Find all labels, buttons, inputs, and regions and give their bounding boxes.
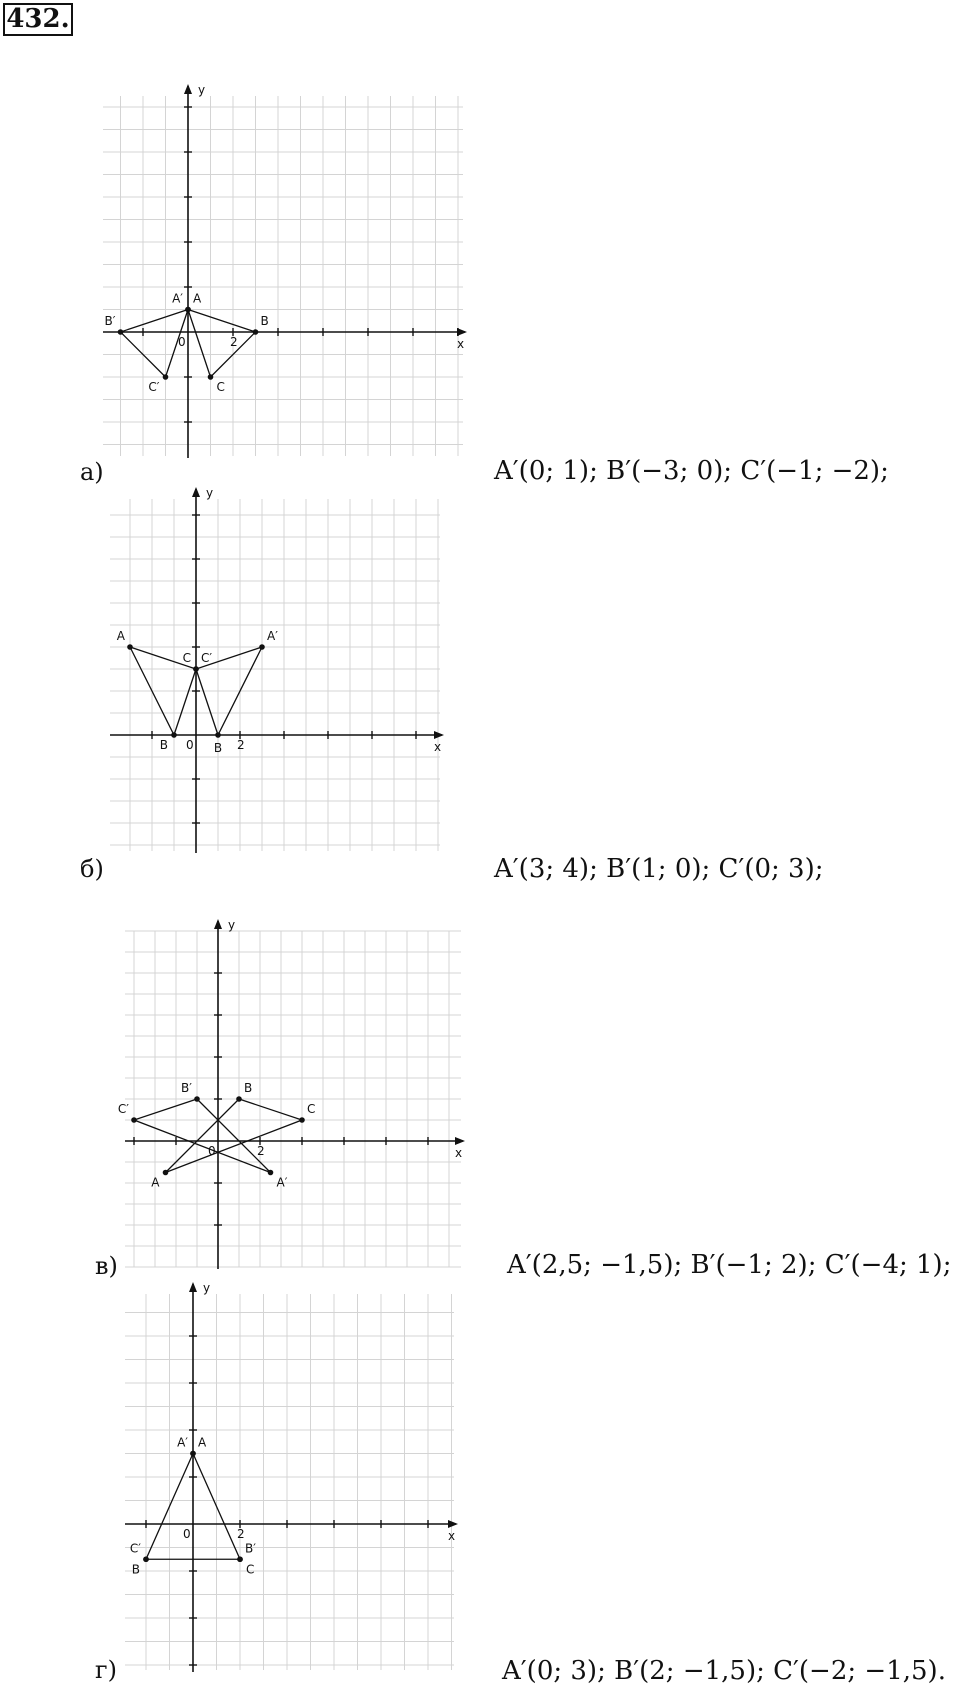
- point-label: B: [213, 741, 223, 755]
- point-marker: [127, 644, 133, 650]
- point-marker: [268, 1170, 274, 1176]
- answer-c: A′(2,5; −1,5); B′(−1; 2); C′(−4; 1);: [507, 1250, 952, 1280]
- point-marker: [208, 374, 214, 380]
- y-axis-label: y: [203, 1281, 211, 1295]
- point-marker: [194, 1096, 200, 1102]
- point-label: C′: [117, 1102, 129, 1116]
- x-axis-label: x: [457, 337, 465, 351]
- point-marker: [131, 1117, 137, 1123]
- point-label: B′: [181, 1081, 192, 1095]
- y-axis-label: y: [206, 486, 214, 500]
- part-label-b: б): [80, 855, 104, 883]
- graph-panel-b: [110, 485, 510, 885]
- origin-label: 0: [178, 335, 186, 349]
- triangle: [188, 310, 256, 378]
- y-axis-label: y: [198, 83, 206, 97]
- part-label-a: а): [80, 458, 104, 486]
- point-label: C: [216, 380, 225, 394]
- problem-number: 432.: [3, 3, 73, 36]
- point-marker: [190, 1451, 196, 1457]
- point-label: A′: [276, 1175, 288, 1190]
- x-axis-label: x: [455, 1146, 463, 1160]
- point-marker: [118, 329, 124, 335]
- point-marker: [193, 666, 199, 672]
- point-label: B′: [104, 314, 116, 328]
- grid-d: [125, 1294, 454, 1670]
- coordinate-plane-b: [110, 485, 510, 885]
- point-label: A′: [177, 1435, 188, 1450]
- answer-d: A′(0; 3); B′(2; −1,5); C′(−2; −1,5).: [502, 1656, 946, 1686]
- grid-b: [110, 499, 440, 851]
- point-marker: [236, 1096, 242, 1102]
- point-label: A: [198, 1435, 207, 1450]
- point-marker: [163, 1170, 169, 1176]
- point-label: C′: [201, 651, 213, 665]
- y-axis-arrow: [184, 84, 192, 94]
- x-axis-arrow: [448, 1520, 458, 1528]
- point-label: B: [131, 1562, 140, 1577]
- point-label: B′: [245, 1541, 256, 1556]
- x-tick-label-2: 2: [237, 1527, 245, 1541]
- point-label: B: [244, 1081, 253, 1095]
- point-marker: [259, 644, 265, 650]
- point-marker: [299, 1117, 305, 1123]
- point-label: C′: [148, 380, 160, 394]
- x-axis-label: x: [434, 740, 442, 754]
- answer-a: A′(0; 1); B′(−3; 0); C′(−1; −2);: [494, 456, 889, 486]
- point-label: A′: [172, 291, 183, 306]
- point-marker: [185, 307, 191, 313]
- point-label: B: [159, 738, 168, 752]
- point-label: C′: [129, 1541, 141, 1556]
- x-axis-arrow: [434, 731, 444, 739]
- y-axis-arrow: [192, 487, 200, 497]
- answer-b: A′(3; 4); B′(1; 0); C′(0; 3);: [494, 854, 824, 884]
- y-axis-arrow: [214, 919, 222, 929]
- point-marker: [163, 374, 169, 380]
- x-axis-label: x: [448, 1529, 456, 1543]
- point-marker: [237, 1556, 243, 1562]
- coordinate-plane-a: [100, 80, 500, 480]
- point-marker: [143, 1556, 149, 1562]
- point-marker: [253, 329, 259, 335]
- x-tick-label-2: 2: [237, 738, 245, 752]
- point-label: A: [193, 291, 202, 306]
- point-label: C: [307, 1102, 316, 1116]
- point-marker: [215, 732, 221, 738]
- graph-panel-c: [117, 905, 525, 1305]
- coordinate-plane-c: [117, 905, 525, 1305]
- grid-a: [103, 96, 463, 456]
- point-label: C: [182, 651, 191, 665]
- part-label-c: в): [95, 1252, 118, 1280]
- graph-panel-d: [125, 1280, 525, 1680]
- point-label: B: [260, 314, 269, 328]
- point-label: A: [116, 629, 125, 643]
- part-label-d: г): [95, 1656, 117, 1684]
- x-axis-arrow: [455, 1137, 465, 1145]
- origin-label: 0: [183, 1527, 191, 1541]
- point-label: A′: [267, 629, 278, 643]
- coordinate-plane-d: [125, 1280, 525, 1680]
- point-label: A: [151, 1175, 160, 1190]
- x-tick-label-2: 2: [230, 335, 238, 349]
- x-tick-label-2: 2: [257, 1144, 265, 1158]
- y-axis-label: y: [228, 918, 236, 932]
- origin-label: 0: [208, 1144, 216, 1158]
- grid-c: [125, 931, 461, 1267]
- graph-panel-a: [100, 80, 500, 480]
- y-axis-arrow: [189, 1282, 197, 1292]
- point-marker: [171, 732, 177, 738]
- point-label: C: [246, 1562, 255, 1577]
- origin-label: 0: [186, 738, 194, 752]
